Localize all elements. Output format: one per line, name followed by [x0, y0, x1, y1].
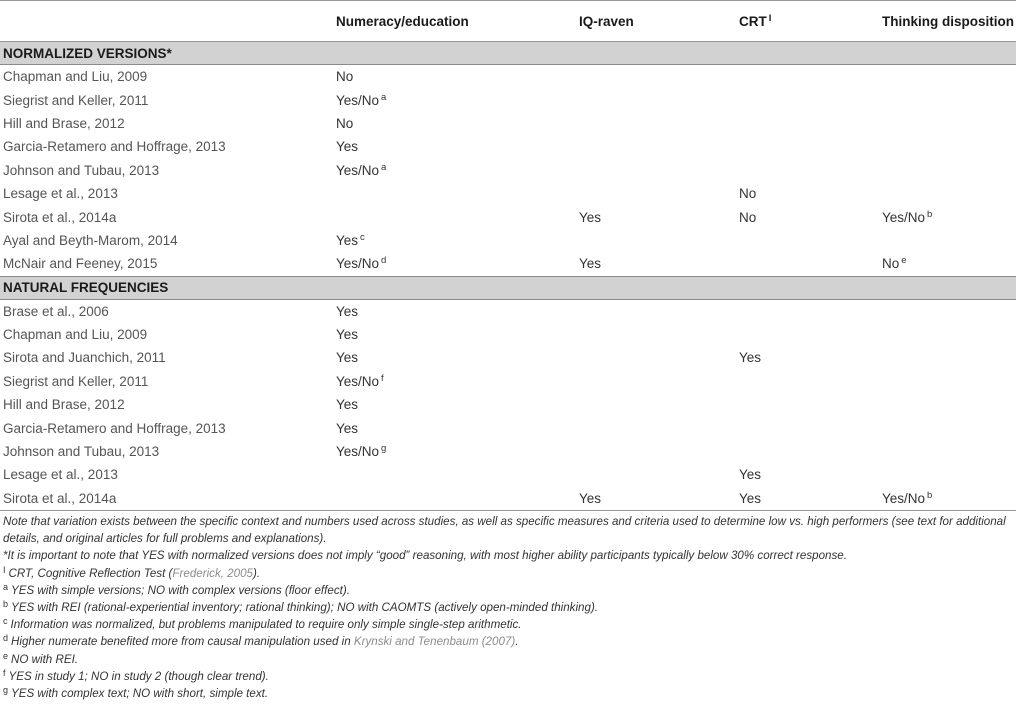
footnote-mark: c [3, 616, 8, 627]
numeracy-footnote-mark: a [381, 91, 387, 103]
footnote [3, 547, 1008, 564]
numeracy-cell [333, 393, 576, 416]
crt-cell [736, 88, 879, 111]
thinking-cell [879, 88, 1016, 111]
numeracy-value: Yes/No [336, 373, 380, 389]
numeracy-value: Yes [336, 397, 359, 413]
numeracy-cell [333, 135, 576, 158]
footnote-mark: g [3, 685, 9, 696]
crt-cell [736, 159, 879, 182]
footnote [3, 616, 1008, 633]
iq-cell [576, 393, 736, 416]
footnote [3, 513, 1008, 547]
table-row [0, 88, 1016, 111]
header-crt [736, 1, 879, 42]
footnote-reference-link: Frederick, 2005 [172, 566, 253, 580]
table-row [0, 229, 1016, 252]
section-title: NATURAL FREQUENCIES [0, 276, 1016, 299]
section-row [0, 42, 1016, 65]
study-cell: Johnson and Tubau, 2013 [3, 162, 160, 178]
study-cell: Sirota et al., 2014a [0, 487, 333, 511]
footnote-text: YES in study 1; NO in study 2 (though clear trend). [8, 669, 269, 683]
thinking-cell [879, 463, 1016, 486]
numeracy-value: No [336, 115, 354, 131]
iq-cell [576, 463, 736, 486]
study-cell: Garcia-Retamero and Hoffrage, 2013 [3, 139, 226, 155]
table-row [0, 370, 1016, 393]
iq-cell: Yes [579, 209, 602, 225]
footnote-mark: a [3, 581, 9, 592]
numeracy-value: Yes/No [336, 162, 380, 178]
numeracy-cell [333, 487, 576, 511]
thinking-cell [879, 65, 1016, 89]
numeracy-cell [333, 440, 576, 463]
thinking-cell [879, 112, 1016, 135]
numeracy-cell [333, 346, 576, 369]
study-cell: Chapman and Liu, 2009 [3, 69, 148, 85]
table-row [0, 112, 1016, 135]
footnote [3, 633, 1008, 650]
table-footnotes [3, 513, 1008, 702]
thinking-cell [879, 299, 1016, 323]
study-cell: Hill and Brase, 2012 [3, 397, 125, 413]
footnote-text: NO with REI. [11, 652, 79, 666]
thinking-cell [879, 135, 1016, 158]
section-row [0, 276, 1016, 299]
iq-cell [576, 65, 736, 89]
study-cell: Ayal and Beyth-Marom, 2014 [3, 232, 178, 248]
study-cell: Chapman and Liu, 2009 [3, 327, 148, 343]
numeracy-value: No [336, 69, 354, 85]
numeracy-value: Yes [336, 420, 359, 436]
iq-cell [576, 112, 736, 135]
numeracy-footnote-mark: f [381, 372, 384, 384]
thinking-cell [879, 252, 1016, 276]
thinking-cell [879, 440, 1016, 463]
footnote-text: *It is important to note that YES with normalized versions does not imply “good” reasoning, with most higher ability participants typically below 30% correct response. [3, 549, 847, 563]
footnote-mark: f [3, 667, 6, 678]
iq-cell: Yes [579, 256, 602, 272]
footnote [3, 685, 1008, 702]
thinking-footnote-mark: b [927, 489, 933, 501]
iq-cell [576, 323, 736, 346]
thinking-cell [879, 229, 1016, 252]
header-row [0, 1, 1016, 42]
iq-cell [576, 182, 736, 205]
thinking-footnote-mark: b [927, 208, 933, 220]
numeracy-cell [333, 159, 576, 182]
thinking-footnote-mark: e [901, 255, 907, 267]
numeracy-footnote-mark: d [381, 255, 387, 267]
study-cell: McNair and Feeney, 2015 [3, 256, 158, 272]
footnote-text-end: ). [252, 566, 261, 580]
footnote-mark: I [3, 564, 6, 575]
thinking-cell [879, 205, 1016, 228]
numeracy-cell [333, 252, 576, 276]
footnote-reference-link: Krynski and Tenenbaum (2007) [353, 635, 516, 649]
header-thinking: Thinking disposition [879, 1, 1016, 42]
study-cell: Brase et al., 2006 [3, 303, 109, 319]
header-iq: IQ-raven [576, 1, 736, 42]
thinking-cell [879, 346, 1016, 369]
iq-cell [576, 346, 736, 369]
table-row [0, 205, 1016, 228]
iq-cell [576, 88, 736, 111]
numeracy-cell [333, 323, 576, 346]
iq-cell [576, 440, 736, 463]
table-row [0, 463, 1016, 486]
table-row [0, 487, 1016, 511]
numeracy-cell [333, 88, 576, 111]
iq-cell [576, 299, 736, 323]
thinking-value: Yes/No [882, 490, 926, 506]
numeracy-footnote-mark: a [381, 161, 387, 173]
study-cell: Hill and Brase, 2012 [3, 115, 125, 131]
table-row [0, 416, 1016, 439]
iq-cell [576, 370, 736, 393]
numeracy-value: Yes/No [336, 256, 380, 272]
crt-cell [736, 440, 879, 463]
study-cell: Garcia-Retamero and Hoffrage, 2013 [3, 420, 226, 436]
study-cell: Sirota and Juanchich, 2011 [3, 350, 166, 366]
study-cell: Siegrist and Keller, 2011 [3, 92, 149, 108]
crt-cell: No [739, 209, 757, 225]
footnote-mark: e [3, 650, 9, 661]
crt-cell [736, 135, 879, 158]
numeracy-value: Yes [336, 327, 359, 343]
header-crt-label: CRT [739, 13, 767, 29]
numeracy-cell [333, 370, 576, 393]
table-row [0, 252, 1016, 276]
table-row [0, 182, 1016, 205]
table-row [0, 299, 1016, 323]
footnote-text: Information was normalized, but problems manipulated to require only simple single-step arithmetic. [10, 618, 522, 632]
table-row [0, 393, 1016, 416]
numeracy-footnote-mark: g [381, 443, 387, 455]
footnote-text: YES with simple versions; NO with complex versions (floor effect). [11, 583, 350, 597]
iq-cell: Yes [576, 487, 736, 511]
footnote-mark: b [3, 599, 9, 610]
thinking-cell [879, 323, 1016, 346]
numeracy-footnote-mark: c [360, 231, 365, 243]
iq-cell [576, 159, 736, 182]
table-row [0, 323, 1016, 346]
crt-cell [736, 323, 879, 346]
numeracy-value: Yes [336, 303, 359, 319]
footnote [3, 599, 1008, 616]
study-cell: Johnson and Tubau, 2013 [3, 444, 160, 460]
footnote [3, 668, 1008, 685]
numeracy-cell [333, 229, 576, 252]
thinking-value: Yes/No [882, 209, 926, 225]
numeracy-value: Yes [336, 232, 359, 248]
table-row [0, 346, 1016, 369]
study-cell: Siegrist and Keller, 2011 [3, 373, 149, 389]
crt-cell: Yes [739, 350, 762, 366]
crt-cell [736, 370, 879, 393]
table-row [0, 135, 1016, 158]
footnote-text: Higher numerate benefited more from causal manipulation used in [11, 635, 354, 649]
header-numeracy: Numeracy/education [333, 1, 576, 42]
numeracy-cell [333, 463, 576, 486]
iq-cell [576, 229, 736, 252]
footnote-text: YES with complex text; NO with short, simple text. [11, 687, 269, 701]
crt-cell [736, 65, 879, 89]
thinking-cell [879, 416, 1016, 439]
crt-cell [736, 393, 879, 416]
iq-cell [576, 135, 736, 158]
crt-cell [736, 416, 879, 439]
crt-cell: Yes [736, 487, 879, 511]
study-cell: Lesage et al., 2013 [3, 467, 118, 483]
thinking-cell [879, 159, 1016, 182]
footnote [3, 582, 1008, 599]
crt-cell [736, 299, 879, 323]
study-cell: Lesage et al., 2013 [3, 186, 118, 202]
footnote-text: YES with REI (rational-experiential inventory; rational thinking); NO with CAOMTS (actively open-minded thinking). [11, 601, 599, 615]
thinking-cell [879, 393, 1016, 416]
thinking-cell [879, 182, 1016, 205]
study-cell: Sirota et al., 2014a [3, 209, 117, 225]
numeracy-cell [333, 416, 576, 439]
numeracy-value: Yes [336, 350, 359, 366]
crt-cell [736, 252, 879, 276]
numeracy-cell [333, 65, 576, 89]
table-row [0, 65, 1016, 89]
footnote-text: CRT, Cognitive Reflection Test ( [8, 566, 173, 580]
numeracy-value: Yes/No [336, 444, 380, 460]
numeracy-value: Yes [336, 139, 359, 155]
numeracy-cell [333, 112, 576, 135]
thinking-cell [879, 370, 1016, 393]
crt-cell [736, 229, 879, 252]
crt-cell [736, 112, 879, 135]
numeracy-cell [333, 299, 576, 323]
table-row [0, 440, 1016, 463]
section-title: NORMALIZED VERSIONS* [0, 42, 1016, 65]
crt-cell: No [739, 186, 757, 202]
footnote [3, 651, 1008, 668]
footnote-mark: d [3, 633, 9, 644]
footnote-text: Note that variation exists between the specific context and numbers used across studies, as well as specific measures and criteria used to determine low vs. high performers (see text for additional details, and original articles for full problems and explanations). [3, 515, 1006, 546]
thinking-cell [879, 487, 1016, 511]
header-study [0, 1, 333, 42]
table-row [0, 159, 1016, 182]
numeracy-cell [333, 182, 576, 205]
iq-cell [576, 416, 736, 439]
table-body [0, 42, 1016, 511]
crt-cell: Yes [739, 467, 762, 483]
footnote-text-end: . [515, 635, 519, 649]
numeracy-value: Yes/No [336, 92, 380, 108]
thinking-value: No [882, 256, 900, 272]
numeracy-cell [333, 205, 576, 228]
header-crt-mark: I [768, 12, 772, 24]
footnote [3, 565, 1008, 582]
